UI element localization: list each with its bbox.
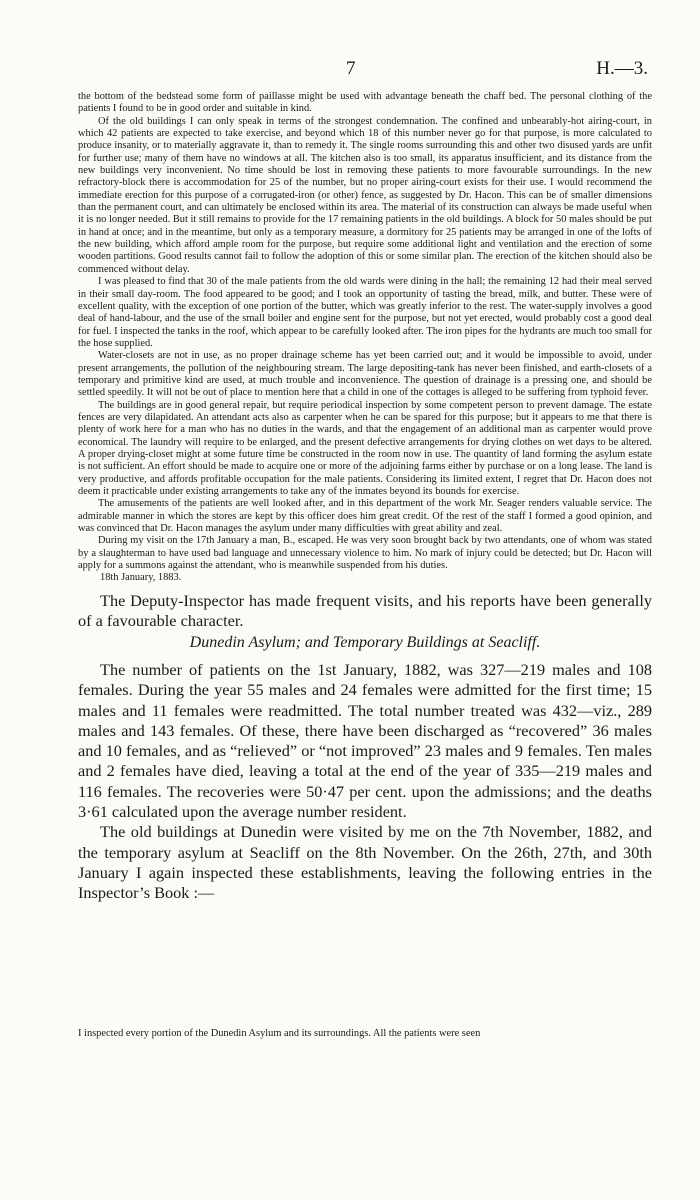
dunedin-section-body [78, 660, 652, 904]
paragraph-deputy: The Deputy-Inspector has made frequent visits, and his reports have been generally of a favourable character. [78, 591, 652, 631]
inspector-book-entry: I inspected every portion of the Dunedin Asylum and its surroundings. All the patients were seen [78, 1028, 481, 1039]
page-number: 7 [346, 58, 356, 79]
paragraph-drainage: Water-closets are not in use, as no proper drainage scheme has yet been carried out; and it would be impossible to avoid, under present arrangements, the pollution of the neighbouring stream. The large depositing-tank has never been finished, and earth-closets of a temporary and primitive kind are used, at much trouble and inconvenience. The question of drainage is a pressing one, and should be settled speedily. It will not be out of place to mention here that a child in one of the cottages is alleged to be suffering from typhoid fever. [78, 350, 652, 399]
document-reference: H.—3. [596, 58, 648, 79]
paragraph-old-buildings: Of the old buildings I can only speak in terms of the strongest condemnation. The confined and unbearably-hot airing-court, in which 42 patients are expected to take exercise, and beyond which 18 of this number never go for that purpose, is more calculated to produce insanity, or to materially aggravate it, than to remedy it. The single rooms surrounding this and other two disused yards are unfit for further use; many of them have no windows at all. The kitchen also is too small, its apparatus insufficient, and its distance from the new buildings very inconvenient. No time should be lost in removing these patients to more favourable surroundings. In the new refractory-block there is accommodation for 25 of the number, but no proper airing-court exists for their use. I would recommend the immediate erection for this purpose of a corrugated-iron (or other) fence, as suggested by Dr. Hacon. This can be of smaller dimensions than the permanent court, and can ultimately be enclosed within its area. The material of its construction can always be made useful when it is no longer needed. But it still remains to provide for the 17 remaining patients in the old buildings. A block for 50 males should be put in hand at once; and in the meantime, but only as a temporary measure, a dormitory for 25 patients may be arranged in one of the lofts of the new building, which afford ample room for the purpose, but require some additional light and ventilation and the erection of some wooden partitions. Good results cannot fail to follow the adoption of this or some similar plan. The erection of the kitchen should also be commenced without delay. [78, 115, 652, 275]
paragraph-bedding: the bottom of the bedstead some form of paillasse might be used with advantage beneath the chaff bed. The personal clothing of the patients I found to be in good order and suitable in kind. [78, 91, 652, 115]
section-heading: Dunedin Asylum; and Temporary Buildings at Seacliff. [189, 634, 541, 651]
page-header [0, 58, 700, 82]
paragraph-dining: I was pleased to find that 30 of the male patients from the old wards were dining in the hall; the remaining 12 had their meal served in their small day-room. The food appeared to be good; and I took an opportunity of tasting the bread, milk, and butter. These were of excellent quality, with the exception of one portion of the butter, which was greatly inferior to the rest. The water-supply involves a good deal of hand-labour, and the use of the small boiler and engine sent for the purpose, but not yet erected, would probably cost a good deal for fuel. I inspected the tanks in the roof, which appear to be carefully looked after. The iron pipes for the hydrants are much too small for the hose supplied. [78, 276, 652, 349]
paragraph-patient-numbers: The number of patients on the 1st January, 1882, was 327—219 males and 108 females. During the year 55 males and 24 females were admitted for the first time; 15 males and 11 females were readmitted. The total number treated was 432—viz., 289 males and 143 females. Of these, there have been discharged as “recovered” 36 males and 10 females, and as “relieved” or “not improved” 23 males and 9 females. Ten males and 2 females have died, leaving a total at the end of the year of 335—219 males and 116 females. The recoveries were 50·47 per cent. upon the admissions; and the deaths 3·61 calculated upon the average number resident. [78, 660, 652, 822]
paragraph-repairs: The buildings are in good general repair, but require periodical inspection by some competent person to prevent damage. The estate fences are very dilapidated. An attendant acts also as carpenter when he can be spared for this purpose; but it appears to me that there is plenty of work here for a man who has no duties in the wards, and that the engagement of an additional man as carpenter would prove economical. The laundry will require to be enlarged, and the present defective arrangements for drying clothes on wet days to be altered. A proper drying-closet might at some future time be constructed in the room now in use. The quantity of land forming the asylum estate is not sufficient. An effort should be made to acquire one or more of the adjoining farms either by purchase or on a long lease. The land is very productive, and affords profitable occupation for the male patients. Considering its limited extent, I regret that Dr. Hacon does not deem it practicable under existing arrangements to take any of the inmates beyond its bounds for exercise. [78, 399, 652, 497]
paragraph-amusements: The amusements of the patients are well looked after, and in this department of the work Mr. Seager renders valuable service. The admirable manner in which the stores are kept by this officer does him great credit. Of the rest of the staff I formed a good opinion, and was convinced that Dr. Hacon manages the asylum under many difficulties with great ability and zeal. [78, 498, 652, 535]
deputy-inspector-paragraph [78, 591, 652, 632]
inspection-report-body [78, 91, 652, 585]
report-date: 18th January, 1883. [100, 572, 182, 584]
paragraph-escape: During my visit on the 17th January a man, B., escaped. He was very soon brought back by two attendants, one of whom was stated by a slaughterman to have used bad language and unnecessary violence to him. No mark of injury could be detected; but Dr. Hacon will apply for a summons against the attendant, who is meanwhile suspended from his duties. [78, 535, 652, 572]
paragraph-visits: The old buildings at Dunedin were visited by me on the 7th November, 1882, and the temporary asylum at Seacliff on the 8th November. On the 26th, 27th, and 30th January I again inspected these establishments, leaving the following entries in the Inspector’s Book :— [78, 822, 652, 903]
